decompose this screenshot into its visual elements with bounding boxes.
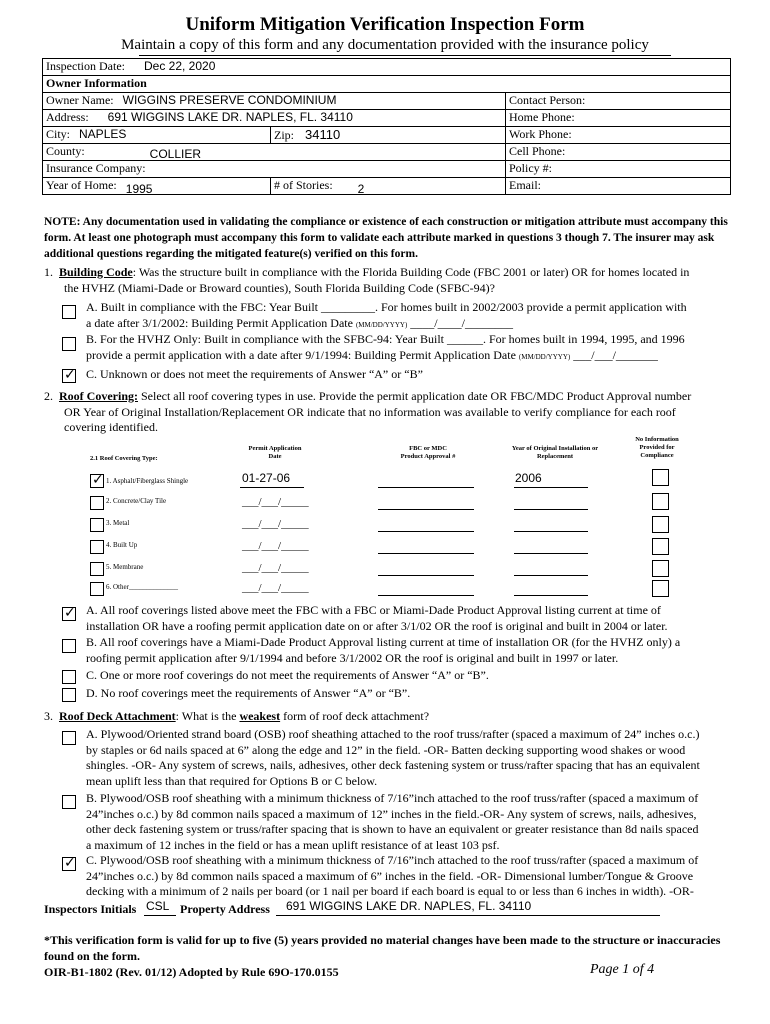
q2-text-line3: covering identified. [64, 420, 158, 434]
roof-row-5-label: 5. Membrane [106, 563, 144, 571]
roof-row-5 [90, 560, 730, 580]
q2-heading: Roof Covering: [59, 389, 138, 403]
validity-disclaimer: *This verification form is valid for up to five (5) years provided no material changes have been made to the structure or inaccuracies found on the form. [44, 933, 721, 963]
q1-option-b-checkbox[interactable] [62, 337, 76, 351]
contact-person-label[interactable]: Contact Person: [506, 93, 731, 110]
q2-option-a-line1: A. All roof coverings listed above meet the FBC with a FBC or Miami-Dade Product Approval listing current at time of [86, 603, 661, 617]
roof-row-3-permit-date[interactable]: ___/___/_____ [242, 518, 309, 530]
q3-heading: Roof Deck Attachment [59, 709, 176, 723]
q3-roof-deck-attachment [44, 709, 734, 725]
roof-row-4-checkbox[interactable] [90, 540, 104, 554]
q3-option-b-line2: 24”inches o.c.) by 8d common nails spaced a maximum of 12” inches in the field.-OR- Any system of screws, nails, adhesives, [86, 806, 697, 821]
stories-label: # of Stories: [274, 178, 333, 192]
home-phone-label[interactable]: Home Phone: [506, 110, 731, 127]
q3-option-b-line1: B. Plywood/OSB roof sheathing with a minimum thickness of 7/16”inch attached to the roof truss/rafter (spaced a maximum of [86, 791, 699, 805]
subtitle-underline [139, 55, 671, 56]
col-fbc-approval-header: FBC or MDC Product Approval # [400, 445, 456, 460]
cell-phone-label[interactable]: Cell Phone: [506, 144, 731, 161]
roof-row-2 [90, 494, 730, 514]
property-address-value[interactable]: 691 WIGGINS LAKE DR. NAPLES, FL. 34110 [286, 899, 532, 913]
q1-option-b-format: (MM/DD/YYYY) [518, 352, 571, 361]
page-number: Page 1 of 4 [590, 962, 655, 977]
q2-option-d: D. No roof coverings meet the requirements of Answer “A” or “B”. [86, 686, 411, 700]
q3-option-a [86, 727, 736, 789]
roof-row-2-noinfo-checkbox[interactable] [652, 493, 669, 510]
roof-row-6-fbc-line [378, 595, 474, 596]
roof-row-6-label: 6. Other______________ [106, 583, 178, 591]
policy-label[interactable]: Policy #: [506, 161, 731, 178]
roof-row-5-permit-date[interactable]: ___/___/_____ [242, 562, 309, 574]
roof-row-1-checkbox[interactable] [90, 474, 104, 488]
q1-heading: Building Code [59, 265, 133, 279]
roof-row-3-fbc-line [378, 531, 474, 532]
roof-row-5-noinfo-checkbox[interactable] [652, 560, 669, 577]
roof-row-4-noinfo-checkbox[interactable] [652, 538, 669, 555]
city-cell [43, 127, 271, 144]
q1-option-a-line1: A. Built in compliance with the FBC: Year Built _________. For homes built in 2002/2003 provide a permit application with [86, 300, 687, 314]
q1-number: 1. [44, 265, 53, 279]
q2-option-b-line2: roofing permit application after 9/1/1994 and before 3/1/2002 OR the roof is original and built in 1997 or later. [86, 650, 619, 665]
stories-value[interactable]: 2 [357, 182, 365, 195]
roof-row-1-permit-date[interactable]: 01-27-06 [242, 471, 291, 485]
insurance-company-label[interactable]: Insurance Company: [43, 161, 506, 178]
address-label: Address: [46, 110, 89, 124]
roof-row-1-date-line [240, 487, 304, 488]
roof-row-1-noinfo-checkbox[interactable] [652, 469, 669, 486]
email-label[interactable]: Email: [506, 178, 731, 195]
roof-row-6-permit-date[interactable]: ___/___/_____ [242, 582, 309, 594]
roof-row-1-year-line [514, 487, 588, 488]
q2-option-a-line2: installation OR have a roofing permit application date on or after 3/1/02 OR the roof is original and built in 2004 or later. [86, 618, 668, 633]
roof-row-1 [90, 472, 730, 492]
roof-row-6-year-line [514, 595, 588, 596]
q2-option-b [86, 635, 736, 666]
q1-text-line1: : Was the structure built in compliance with the Florida Building Code (FBC 2001 or later) OR for homes located in [132, 265, 690, 279]
q3-option-a-line4: mean uplift less than that required for Options B or C below. [86, 773, 378, 788]
q3-text-b: form of roof deck attachment? [280, 709, 430, 723]
q1-option-b-line1: B. For the HVHZ Only: Built in compliance with the SFBC-94: Year Built ______. For homes built in 1994, 1995, and 1996 [86, 332, 685, 346]
roof-row-5-checkbox[interactable] [90, 562, 104, 576]
roof-row-1-fbc-line [378, 487, 474, 488]
q1-text-line2: the HVHZ (Miami-Dade or Broward counties), South Florida Building Code (SFBC-94)? [64, 280, 495, 295]
form-title: Uniform Mitigation Verification Inspection Form [185, 14, 585, 35]
q1-option-b-line2: provide a permit application with a date after 9/1/1994: Building Permit Application Date [86, 347, 519, 362]
q3-option-a-line2: by staples or 6d nails spaced at 6” along the edge and 12” in the field. -OR- Batten decking supporting wood shakes or wood [86, 742, 686, 757]
q3-option-a-line1: A. Plywood/Oriented strand board (OSB) roof sheathing attached to the roof truss/rafter (spaced a maximum of 24” inches o.c.) [86, 727, 700, 741]
q2-option-b-checkbox[interactable] [62, 639, 76, 653]
q2-text-line1: Select all roof covering types in use. Provide the permit application date OR FBC/MDC Product Approval number [137, 389, 692, 403]
col-no-information-header: No Information Provided for Compliance [635, 436, 679, 459]
q2-option-a-checkbox[interactable] [62, 607, 76, 621]
check-mark-icon: ✓ [64, 605, 76, 621]
work-phone-label[interactable]: Work Phone: [506, 127, 731, 144]
q1-option-a [86, 300, 736, 333]
q2-option-a [86, 603, 736, 634]
q2-option-b-line1: B. All roof coverings have a Miami-Dade Product Approval listing current at time of installation OR (for the HVHZ only) a [86, 635, 681, 649]
q3-text-a: : What is the [175, 709, 240, 723]
check-mark-icon: ✓ [64, 855, 76, 871]
roof-row-3-label: 3. Metal [106, 519, 130, 527]
roof-row-2-label: 2. Concrete/Clay Tile [106, 497, 167, 505]
q1-option-a-blank: ____/____/________ [407, 315, 513, 330]
year-of-home-label: Year of Home: [46, 178, 117, 192]
roof-row-4-permit-date[interactable]: ___/___/_____ [242, 540, 309, 552]
roof-row-3-checkbox[interactable] [90, 518, 104, 532]
roof-row-2-fbc-line [378, 509, 474, 510]
roof-row-2-permit-date[interactable]: ___/___/_____ [242, 496, 309, 508]
roof-row-4 [90, 538, 730, 558]
col-year-installed-header: Year of Original Installation or Replacement [511, 445, 599, 460]
roof-row-6-noinfo-checkbox[interactable] [652, 580, 669, 597]
roof-row-5-fbc-line [378, 575, 474, 576]
owner-name-label: Owner Name: [46, 93, 114, 107]
q3-option-b-checkbox[interactable] [62, 795, 76, 809]
roof-row-2-checkbox[interactable] [90, 496, 104, 510]
inspector-initials-label: Inspectors Initials [44, 902, 137, 916]
col-roof-type-header: 2.1 Roof Covering Type: [90, 455, 158, 462]
address-value[interactable]: 691 WIGGINS LAKE DR. NAPLES, FL. 34110 [107, 110, 353, 124]
q2-option-d-checkbox[interactable] [62, 688, 76, 702]
q3-option-b [86, 791, 736, 853]
roof-row-4-fbc-line [378, 553, 474, 554]
q1-option-a-line2: a date after 3/1/2002: Building Permit Application Date [86, 315, 356, 330]
roof-row-6-checkbox[interactable] [90, 582, 104, 596]
address-cell [43, 110, 506, 127]
zip-value[interactable]: 34110 [305, 127, 341, 142]
q1-option-a-format: (MM/DD/YYYY) [355, 320, 408, 329]
owner-name-value[interactable]: WIGGINS PRESERVE CONDOMINIUM [122, 93, 337, 107]
county-value[interactable]: COLLIER [149, 147, 202, 161]
q1-option-c: C. Unknown or does not meet the requirements of Answer “A” or “B” [86, 367, 423, 381]
q1-option-c-checkbox[interactable] [62, 369, 76, 383]
year-of-home-cell [43, 178, 271, 195]
col-permit-date-header: Permit Application Date [248, 445, 302, 460]
roof-row-5-year-line [514, 575, 588, 576]
q1-option-b-blank: ___/___/_______ [570, 347, 658, 362]
initials-line [144, 915, 176, 916]
year-of-home-value[interactable]: 1995 [125, 182, 153, 195]
city-label: City: [46, 127, 71, 141]
form-subtitle: Maintain a copy of this form and any documentation provided with the insurance policy [121, 37, 649, 53]
q3-option-c [86, 853, 736, 900]
county-label: County: [46, 144, 85, 158]
roof-row-3-year-line [514, 531, 588, 532]
q3-option-c-line2: 24”inches o.c.) by 8d common nails spaced a maximum of 6” inches in the field. -OR- Dimensional lumber/Tongue & Groove [86, 868, 694, 883]
roof-row-1-year[interactable]: 2006 [515, 471, 542, 485]
county-cell [43, 144, 506, 161]
roof-row-4-year-line [514, 553, 588, 554]
inspector-initials-value[interactable]: CSL [146, 899, 170, 913]
q1-option-b [86, 332, 736, 365]
q3-option-c-line3: decking with a minimum of 2 nails per board (or 1 nail per board if each board is equal to or less than 6 inches in width). -OR- [86, 884, 694, 898]
city-value[interactable]: NAPLES [79, 127, 127, 141]
zip-cell [271, 127, 506, 144]
q3-option-b-line3: other deck fastening system or truss/rafter spacing that is shown to have an equivalent or greater resistance than 8d nails spaced [86, 822, 699, 836]
owner-info-table [42, 58, 731, 195]
documentation-note: NOTE: Any documentation used in validating the compliance or existence of each construction or mitigation attribute must accompany this form. At least one photograph must accompany this form to validate each attribute marked in questions 3 though 7. The insurer may ask additional questions regarding the mitigated feature(s) verified on this form. [44, 216, 728, 260]
q3-option-c-checkbox[interactable] [62, 857, 76, 871]
q3-option-b-line4: a maximum of 12 inches in the field or has a mean uplift resistance of at least 103 psf. [86, 837, 500, 852]
inspection-date-cell [43, 59, 731, 76]
q2-roof-covering [44, 389, 734, 436]
q2-option-c: C. One or more roof coverings do not meet the requirements of Answer “A” or “B”. [86, 668, 489, 682]
inspection-date-value[interactable]: Dec 22, 2020 [143, 59, 216, 73]
q3-option-a-checkbox[interactable] [62, 731, 76, 745]
roof-row-3-noinfo-checkbox[interactable] [652, 516, 669, 533]
q2-number: 2. [44, 389, 53, 403]
q3-weakest: weakest [239, 709, 281, 723]
q1-building-code [44, 265, 734, 296]
stories-cell [271, 178, 506, 195]
roof-row-2-year-line [514, 509, 588, 510]
form-identifier: OIR-B1-1802 (Rev. 01/12) Adopted by Rule 69O-170.0155 [44, 965, 339, 979]
q2-text-line2: OR Year of Original Installation/Replacement OR indicate that no information was available to verify compliance for each roof [64, 404, 676, 419]
roof-row-6 [90, 580, 730, 600]
q3-option-c-line1: C. Plywood/OSB roof sheathing with a minimum thickness of 7/16”inch attached to the roof truss/rafter (spaced a maximum of [86, 853, 699, 867]
property-address-line [276, 915, 660, 916]
q3-option-a-line3: shingles. -OR- Any system of screws, nails, adhesives, other deck fastening system or truss/rafter spacing that has an equivalent [86, 758, 700, 772]
zip-label: Zip: [274, 128, 294, 142]
q2-option-c-checkbox[interactable] [62, 670, 76, 684]
owner-name-cell [43, 93, 506, 110]
roof-row-1-label: 1. Asphalt/Fiberglass Shingle [106, 477, 189, 485]
roof-row-4-label: 4. Built Up [106, 541, 138, 549]
property-address-label: Property Address [180, 902, 270, 916]
check-mark-icon: ✓ [64, 367, 76, 383]
roof-row-3 [90, 516, 730, 536]
q3-number: 3. [44, 709, 53, 723]
owner-information-heading: Owner Information [43, 76, 731, 93]
inspection-date-label: Inspection Date: [46, 59, 125, 73]
q1-option-a-checkbox[interactable] [62, 305, 76, 319]
check-mark-icon: ✓ [92, 472, 104, 488]
